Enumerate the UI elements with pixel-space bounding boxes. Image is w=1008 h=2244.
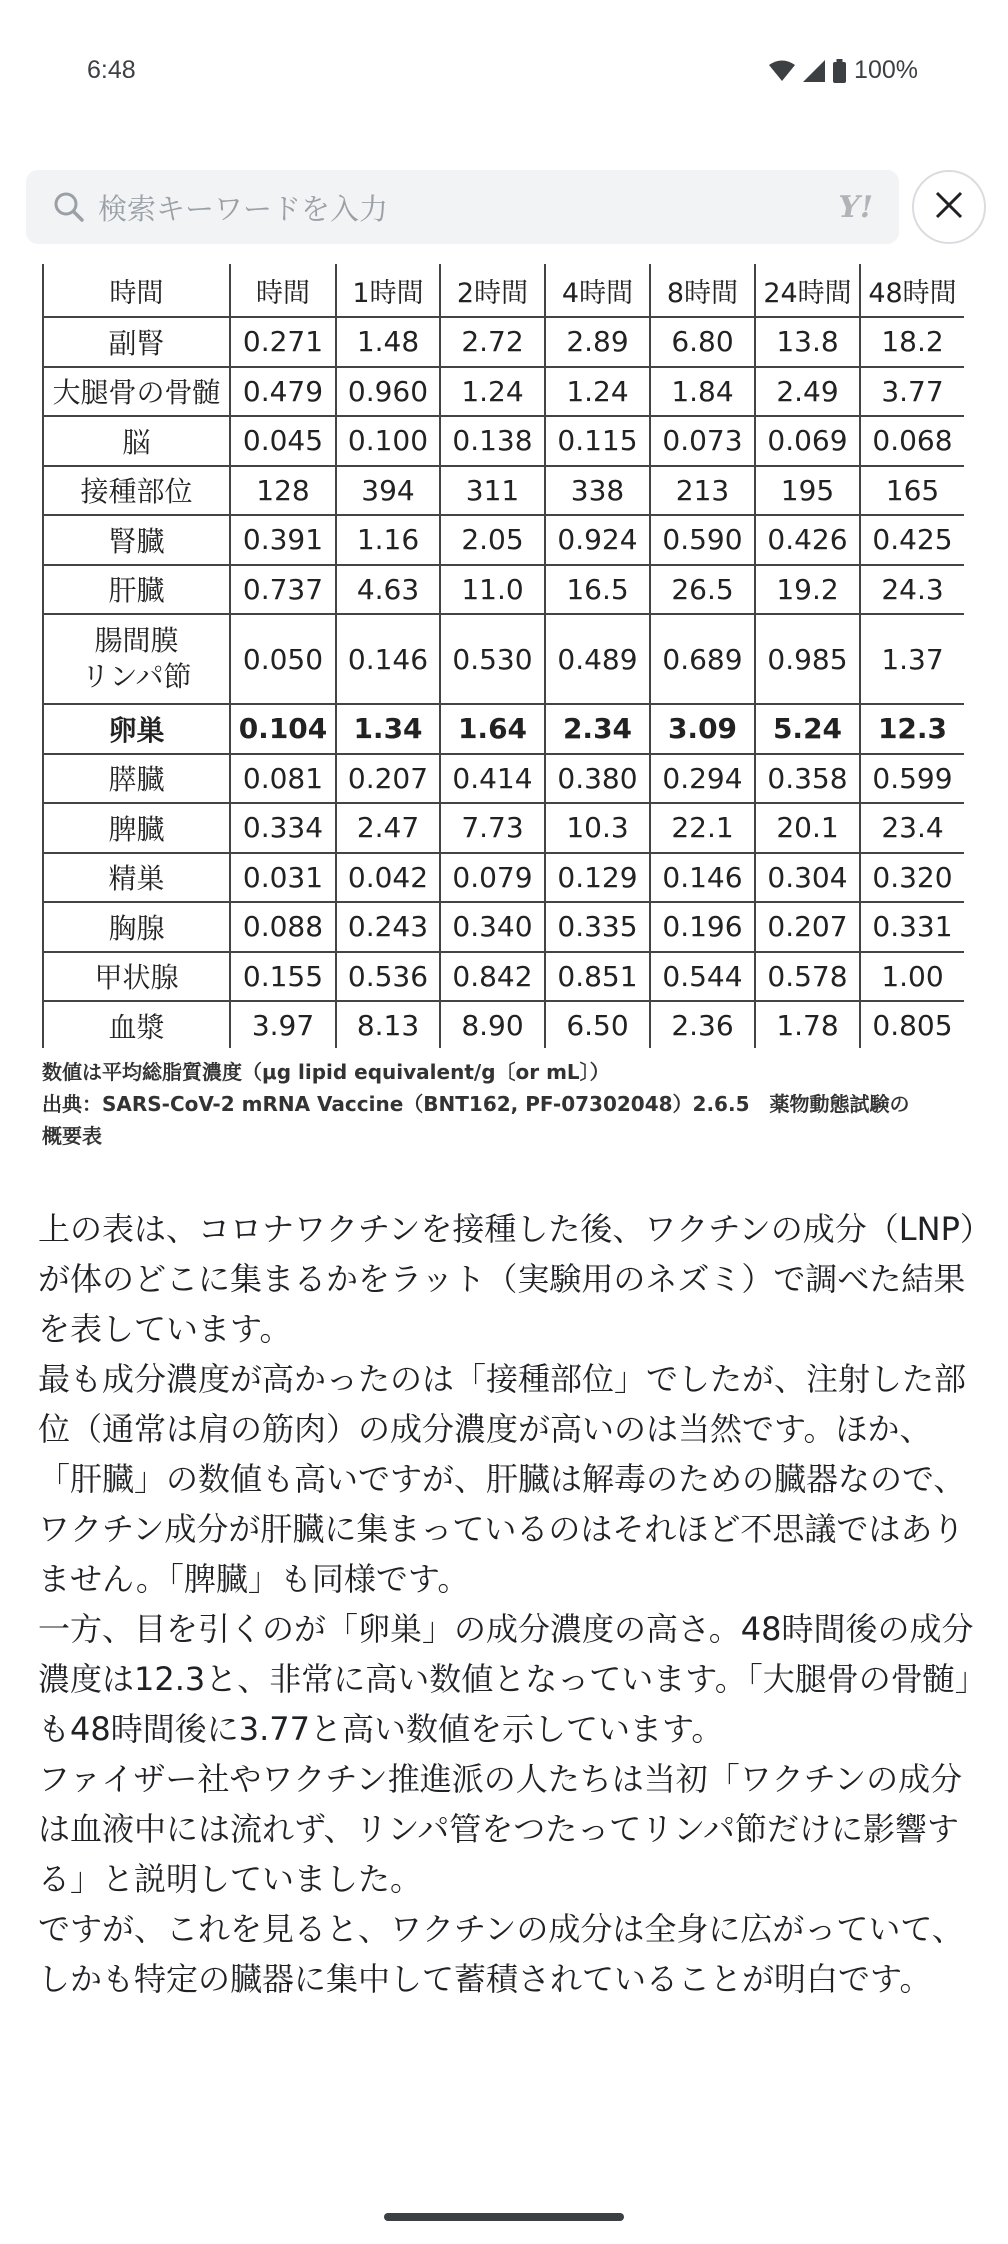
value-cell: 0.031 [230, 853, 336, 903]
value-cell: 0.088 [230, 902, 336, 952]
value-cell: 2.89 [545, 317, 650, 367]
value-cell: 0.045 [230, 416, 336, 466]
value-cell: 3.77 [860, 367, 964, 417]
value-cell: 0.924 [545, 515, 650, 565]
value-cell: 0.069 [755, 416, 860, 466]
value-cell: 0.425 [860, 515, 964, 565]
table-row [43, 614, 964, 704]
value-cell: 1.24 [440, 367, 545, 417]
value-cell: 0.805 [860, 1001, 964, 1048]
table-header-row [43, 264, 964, 317]
value-cell: 0.960 [336, 367, 440, 417]
value-cell: 165 [860, 466, 964, 516]
article-paragraph: 最も成分濃度が高かったのは「接種部位」でしたが、注射した部位（通常は肩の筋肉）の成分濃度が高いのは当然です。ほか、「肝臓」の数値も高いですが、肝臓は解毒のための臓器なので、ワクチン成分が肝臓に集まっているのはそれほど不思議ではありません。「脾臓」も同様です。 [38, 1360, 967, 1598]
value-cell: 2.47 [336, 803, 440, 853]
value-cell: 0.115 [545, 416, 650, 466]
data-table [42, 264, 964, 1048]
value-cell: 0.599 [860, 754, 964, 804]
signal-icon [803, 60, 825, 82]
table-header-cell: 1時間 [336, 264, 440, 317]
value-cell: 19.2 [755, 565, 860, 615]
value-cell: 16.5 [545, 565, 650, 615]
value-cell: 1.00 [860, 952, 964, 1002]
table-note-source: 出典：SARS-CoV-2 mRNA Vaccine（BNT162, PF-07302048）2.6.5 薬物動態試験の [42, 1092, 910, 1116]
value-cell: 22.1 [650, 803, 755, 853]
table-header-cell: 24時間 [755, 264, 860, 317]
organ-cell: 大腿骨の骨髄 [43, 367, 230, 417]
value-cell: 0.391 [230, 515, 336, 565]
table-note-source-cont: 概要表 [42, 1124, 102, 1148]
table-row [43, 952, 964, 1002]
organ-cell: 肝臓 [43, 565, 230, 615]
value-cell: 0.294 [650, 754, 755, 804]
value-cell: 0.331 [860, 902, 964, 952]
organ-cell: 精巣 [43, 853, 230, 903]
table-row [43, 565, 964, 615]
value-cell: 311 [440, 466, 545, 516]
home-indicator[interactable] [384, 2213, 624, 2221]
table-row [43, 466, 964, 516]
value-cell: 0.196 [650, 902, 755, 952]
value-cell: 0.334 [230, 803, 336, 853]
value-cell: 0.689 [650, 614, 755, 704]
organ-cell: 腎臓 [43, 515, 230, 565]
article-paragraph: 一方、目を引くのが「卵巣」の成分濃度の高さ。48時間後の成分濃度は12.3と、非常に高い数値となっています。「大腿骨の骨髄」も48時間後に3.77と高い数値を示しています。 [38, 1610, 974, 1748]
wifi-icon [769, 60, 795, 82]
value-cell: 0.414 [440, 754, 545, 804]
table-row [43, 853, 964, 903]
value-cell: 0.479 [230, 367, 336, 417]
value-cell: 1.16 [336, 515, 440, 565]
value-cell: 0.489 [545, 614, 650, 704]
table-row [43, 367, 964, 417]
article-body [38, 1204, 978, 2004]
value-cell: 0.380 [545, 754, 650, 804]
organ-cell: 卵巣 [43, 704, 230, 754]
value-cell: 0.207 [755, 902, 860, 952]
value-cell: 5.24 [755, 704, 860, 754]
value-cell: 338 [545, 466, 650, 516]
table-row [43, 754, 964, 804]
value-cell: 6.50 [545, 1001, 650, 1048]
status-time: 6:48 [87, 56, 136, 84]
value-cell: 0.530 [440, 614, 545, 704]
value-cell: 0.081 [230, 754, 336, 804]
value-cell: 10.3 [545, 803, 650, 853]
value-cell: 0.426 [755, 515, 860, 565]
value-cell: 0.100 [336, 416, 440, 466]
organ-cell: 接種部位 [43, 466, 230, 516]
value-cell: 0.146 [650, 853, 755, 903]
value-cell: 1.84 [650, 367, 755, 417]
value-cell: 11.0 [440, 565, 545, 615]
value-cell: 0.320 [860, 853, 964, 903]
value-cell: 0.079 [440, 853, 545, 903]
value-cell: 0.243 [336, 902, 440, 952]
value-cell: 0.358 [755, 754, 860, 804]
value-cell: 0.068 [860, 416, 964, 466]
value-cell: 3.97 [230, 1001, 336, 1048]
value-cell: 0.073 [650, 416, 755, 466]
table-caption [42, 1056, 972, 1152]
article-paragraph: 上の表は、コロナワクチンを接種した後、ワクチンの成分（LNP）が体のどこに集まるかをラット（実験用のネズミ）で調べた結果を表しています。 [38, 1210, 976, 1348]
value-cell: 195 [755, 466, 860, 516]
value-cell: 0.138 [440, 416, 545, 466]
value-cell: 2.05 [440, 515, 545, 565]
value-cell: 1.37 [860, 614, 964, 704]
value-cell: 128 [230, 466, 336, 516]
value-cell: 0.155 [230, 952, 336, 1002]
organ-cell: 甲状腺 [43, 952, 230, 1002]
value-cell: 0.590 [650, 515, 755, 565]
battery-percent: 100% [854, 56, 918, 84]
value-cell: 2.72 [440, 317, 545, 367]
close-button[interactable] [912, 170, 986, 244]
organ-line-1: 腸間膜 [94, 624, 179, 657]
value-cell: 2.34 [545, 704, 650, 754]
value-cell: 2.49 [755, 367, 860, 417]
value-cell: 1.64 [440, 704, 545, 754]
value-cell: 0.304 [755, 853, 860, 903]
table-header-cell: 4時間 [545, 264, 650, 317]
value-cell: 0.050 [230, 614, 336, 704]
value-cell: 0.842 [440, 952, 545, 1002]
value-cell: 0.340 [440, 902, 545, 952]
value-cell: 0.271 [230, 317, 336, 367]
organ-cell: 胸腺 [43, 902, 230, 952]
table-row [43, 902, 964, 952]
search-placeholder: 検索キーワードを入力 [98, 191, 389, 226]
value-cell: 0.851 [545, 952, 650, 1002]
value-cell: 1.34 [336, 704, 440, 754]
lnp-distribution-table [42, 264, 964, 1048]
table-row [43, 803, 964, 853]
table-header-cell: 48時間 [860, 264, 964, 317]
value-cell: 213 [650, 466, 755, 516]
value-cell: 0.104 [230, 704, 336, 754]
table-row [43, 416, 964, 466]
value-cell: 24.3 [860, 565, 964, 615]
organ-cell: 脾臓 [43, 803, 230, 853]
status-bar [0, 0, 1008, 150]
search-input[interactable] [26, 170, 899, 244]
value-cell: 3.09 [650, 704, 755, 754]
article-paragraph: ですが、これを見ると、ワクチンの成分は全身に広がっていて、しかも特定の臓器に集中して蓄積されていることが明白です。 [38, 1910, 964, 1998]
value-cell: 0.146 [336, 614, 440, 704]
value-cell: 0.042 [336, 853, 440, 903]
organ-cell: 副腎 [43, 317, 230, 367]
organ-cell [43, 614, 230, 704]
search-icon [52, 190, 86, 224]
value-cell: 6.80 [650, 317, 755, 367]
value-cell: 0.985 [755, 614, 860, 704]
organ-line-2: リンパ節 [81, 660, 192, 693]
yahoo-logo: Y! [838, 189, 873, 225]
battery-icon [833, 59, 846, 83]
table-header-cell: 時間 [230, 264, 336, 317]
table-row [43, 1001, 964, 1048]
value-cell: 0.129 [545, 853, 650, 903]
article-paragraph: ファイザー社やワクチン推進派の人たちは当初「ワクチンの成分は血液中には流れず、リンパ管をつたってリンパ節だけに影響する」と説明していました。 [38, 1760, 963, 1898]
value-cell: 1.78 [755, 1001, 860, 1048]
table-row [43, 704, 964, 754]
value-cell: 1.24 [545, 367, 650, 417]
organ-cell: 膵臓 [43, 754, 230, 804]
close-icon [934, 190, 964, 224]
value-cell: 18.2 [860, 317, 964, 367]
table-header-cell: 8時間 [650, 264, 755, 317]
value-cell: 0.335 [545, 902, 650, 952]
value-cell: 7.73 [440, 803, 545, 853]
value-cell: 12.3 [860, 704, 964, 754]
table-row [43, 317, 964, 367]
value-cell: 23.4 [860, 803, 964, 853]
value-cell: 394 [336, 466, 440, 516]
table-note-unit: 数値は平均総脂質濃度（μg lipid equivalent/g〔or mL〕） [42, 1060, 610, 1084]
value-cell: 1.48 [336, 317, 440, 367]
value-cell: 0.536 [336, 952, 440, 1002]
value-cell: 2.36 [650, 1001, 755, 1048]
value-cell: 8.90 [440, 1001, 545, 1048]
table-header-cell: 2時間 [440, 264, 545, 317]
table-header-cell: 時間 [43, 264, 230, 317]
table-row [43, 515, 964, 565]
value-cell: 0.207 [336, 754, 440, 804]
status-icons [769, 56, 918, 85]
organ-cell: 脳 [43, 416, 230, 466]
value-cell: 0.578 [755, 952, 860, 1002]
value-cell: 20.1 [755, 803, 860, 853]
value-cell: 0.737 [230, 565, 336, 615]
value-cell: 26.5 [650, 565, 755, 615]
value-cell: 8.13 [336, 1001, 440, 1048]
value-cell: 13.8 [755, 317, 860, 367]
organ-cell: 血漿 [43, 1001, 230, 1048]
value-cell: 4.63 [336, 565, 440, 615]
value-cell: 0.544 [650, 952, 755, 1002]
